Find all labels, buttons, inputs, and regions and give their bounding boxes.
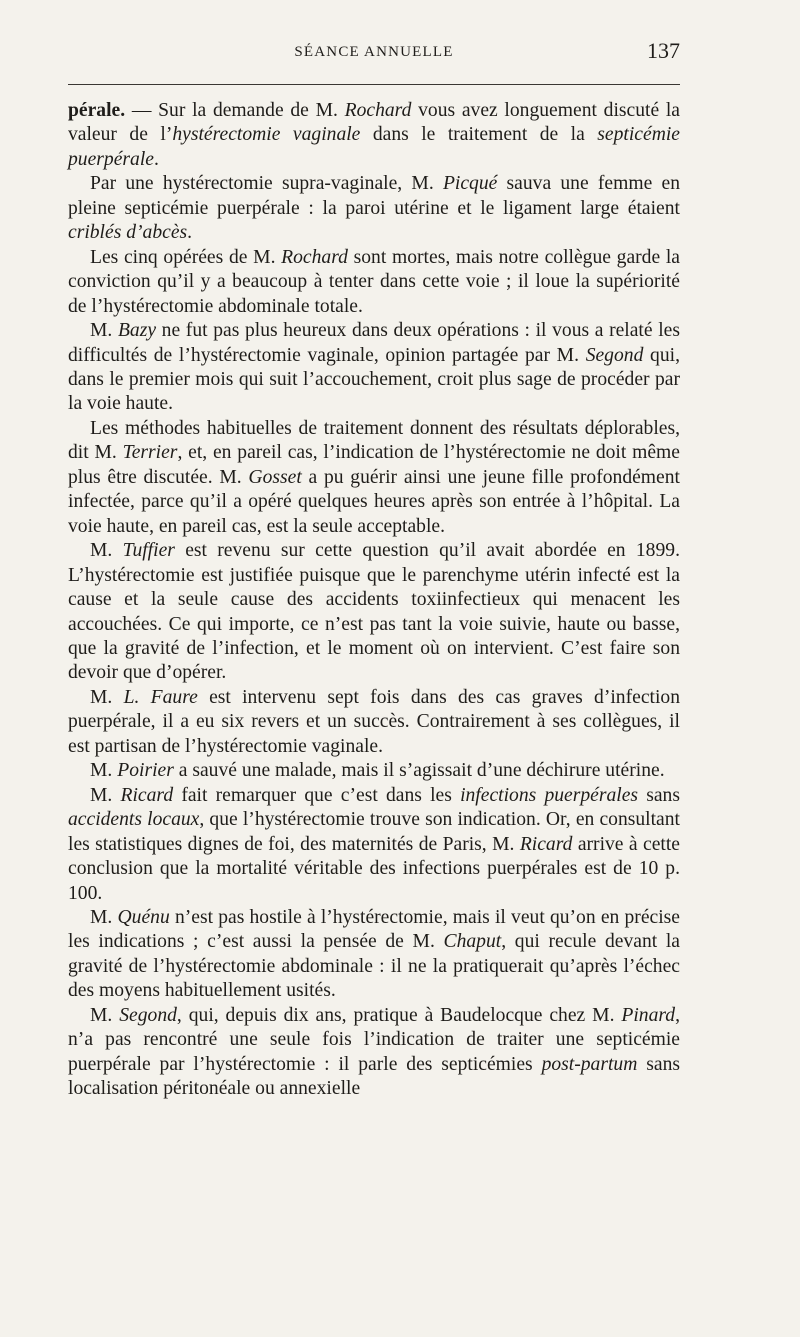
running-title: SÉANCE ANNUELLE	[294, 44, 454, 60]
text-run: Ricard	[519, 833, 573, 855]
text-run: sans	[638, 784, 680, 806]
text-run: Pinard	[621, 1004, 676, 1026]
paragraph	[68, 686, 680, 759]
text-run: est revenu sur cette question qu’il avait abordée en 1899. L’hystérectomie est justifiée puisque que le parenchyme utérin infecté est la cause et la seule cause des accidents toxiinfectieux qui menacent les accouchées. Ce qui importe, ce n’est pas tant la voie suivie, haute ou basse, que la gravité de l’infection, et le moment où on intervient. C’est faire son devoir que d’opérer.	[68, 540, 680, 684]
header-rule	[68, 84, 680, 85]
text-run: pérale.	[68, 100, 126, 121]
text-run: M.	[90, 320, 118, 342]
body-text	[68, 99, 680, 1102]
text-run: sans localisation péritonéale ou annexielle	[68, 1053, 680, 1100]
text-run: Segond	[585, 344, 644, 366]
text-run: Bazy	[117, 320, 157, 342]
text-run: — Sur la demande de M.	[125, 100, 345, 121]
text-run: Gosset	[248, 466, 302, 488]
paragraph	[68, 539, 680, 686]
text-run: Les méthodes habituelles de traitement donnent des résultats déplorables, dit M.	[68, 417, 680, 464]
paragraph	[68, 417, 680, 539]
text-run: M.	[90, 784, 121, 806]
text-run: est intervenu sept fois dans des cas graves d’infection puerpérale, il a eu six revers et un succès. Contrairement à ses collègues, il est partisan de l’hystérectomie vaginale.	[68, 686, 680, 757]
text-run: l’	[160, 124, 173, 146]
text-run: M.	[90, 686, 124, 708]
text-run: Quénu	[117, 906, 170, 928]
text-run: qui, dans le premier mois qui suit l’accouchement, croit plus sage de procéder par la voie haute.	[68, 344, 680, 415]
text-run: Segond	[119, 1004, 177, 1026]
text-run: Terrier	[122, 442, 178, 464]
text-run: .	[153, 148, 159, 170]
paragraph	[68, 906, 680, 1004]
text-run: .	[187, 222, 193, 244]
text-run: fait remarquer que c’est dans les	[173, 784, 461, 806]
paragraph	[68, 319, 680, 417]
text-run: , qui, depuis dix ans, pratique à Baudelocque chez M.	[176, 1004, 622, 1026]
text-run: Rochard	[281, 246, 348, 268]
text-run: post-partum	[541, 1053, 638, 1075]
text-run: Chaput	[443, 931, 502, 953]
text-run: arrive à cette conclusion que la mortalité véritable des infections puerpérales est de 10 p. 100.	[68, 833, 680, 904]
text-run: , que l’hystérectomie trouve son indication. Or, en consultant les statistiques dignes de foi, des maternités de Paris, M.	[68, 809, 680, 855]
text-run: sont mortes, mais notre collègue garde la conviction qu’il y a beaucoup à tenter dans cette voie ; il loue la supériorité de l’hystérectomie abdominale totale.	[68, 246, 680, 317]
text-run: criblés d’abcès	[68, 222, 188, 244]
text-run: M.	[90, 1004, 120, 1026]
text-run: Rochard	[344, 100, 412, 121]
paragraph	[68, 784, 680, 906]
text-run: vous avez longuement discuté la valeur de	[68, 100, 681, 146]
text-run: Tuffier	[122, 540, 175, 562]
text-run: Ricard	[120, 784, 174, 806]
text-run: , et, en pareil cas, l’indication de l’hystérectomie ne doit même plus être discutée. M.	[68, 442, 680, 488]
paragraph	[68, 1004, 680, 1102]
page-number: 137	[647, 38, 680, 63]
paragraph	[68, 246, 680, 319]
text-run: M.	[90, 540, 123, 562]
text-run: dans le traitement de la	[360, 124, 598, 146]
text-run: hystérectomie vaginale	[172, 124, 361, 146]
paragraph	[68, 99, 680, 172]
text-run: Les cinq opérées de M.	[90, 246, 282, 268]
text-run: , qui recule devant la gravité de l’hystérectomie abdominale : il ne la pratiquerait qu’après l’échec des moyens habituellement usités.	[68, 931, 680, 1002]
text-run: a pu guérir ainsi une jeune fille profondément infectée, parce qu’il a opéré quelques heures après son entrée à l’hôpital. La voie haute, en pareil cas, est la seule acceptable.	[68, 466, 680, 537]
text-run: septicémie puerpérale	[68, 124, 680, 170]
text-run: accidents locaux	[68, 809, 200, 831]
paragraph	[68, 172, 680, 245]
text-run: Poirier	[117, 760, 174, 782]
text-run: Par une hystérectomie supra-vaginale, M.	[90, 173, 443, 195]
text-run: a sauvé une malade, mais il s’agissait d’une déchirure utérine.	[173, 760, 665, 782]
text-run: n’est pas hostile à l’hystérectomie, mais il veut qu’on en précise les indications ; c’est aussi la pensée de M.	[68, 906, 680, 953]
paragraph	[68, 759, 680, 783]
text-run: , n’a pas rencontré une seule fois l’indication de traiter une septicémie puerpérale par l’hystérectomie : il parle des septicémies	[68, 1004, 680, 1075]
text-run: ne fut pas plus heureux dans deux opérations : il vous a relaté les difficultés de l’hystérectomie vaginale, opinion partagée par M.	[68, 320, 680, 366]
text-run: Picqué	[442, 173, 498, 195]
running-head	[68, 38, 680, 72]
text-run: L. Faure	[123, 686, 198, 708]
text-run: infections puerpérales	[460, 784, 639, 806]
text-run: sauva une femme en pleine septicémie puerpérale : la paroi utérine et le ligament large étaient	[68, 173, 680, 219]
text-run: M.	[90, 760, 118, 782]
text-run: M.	[90, 906, 118, 928]
